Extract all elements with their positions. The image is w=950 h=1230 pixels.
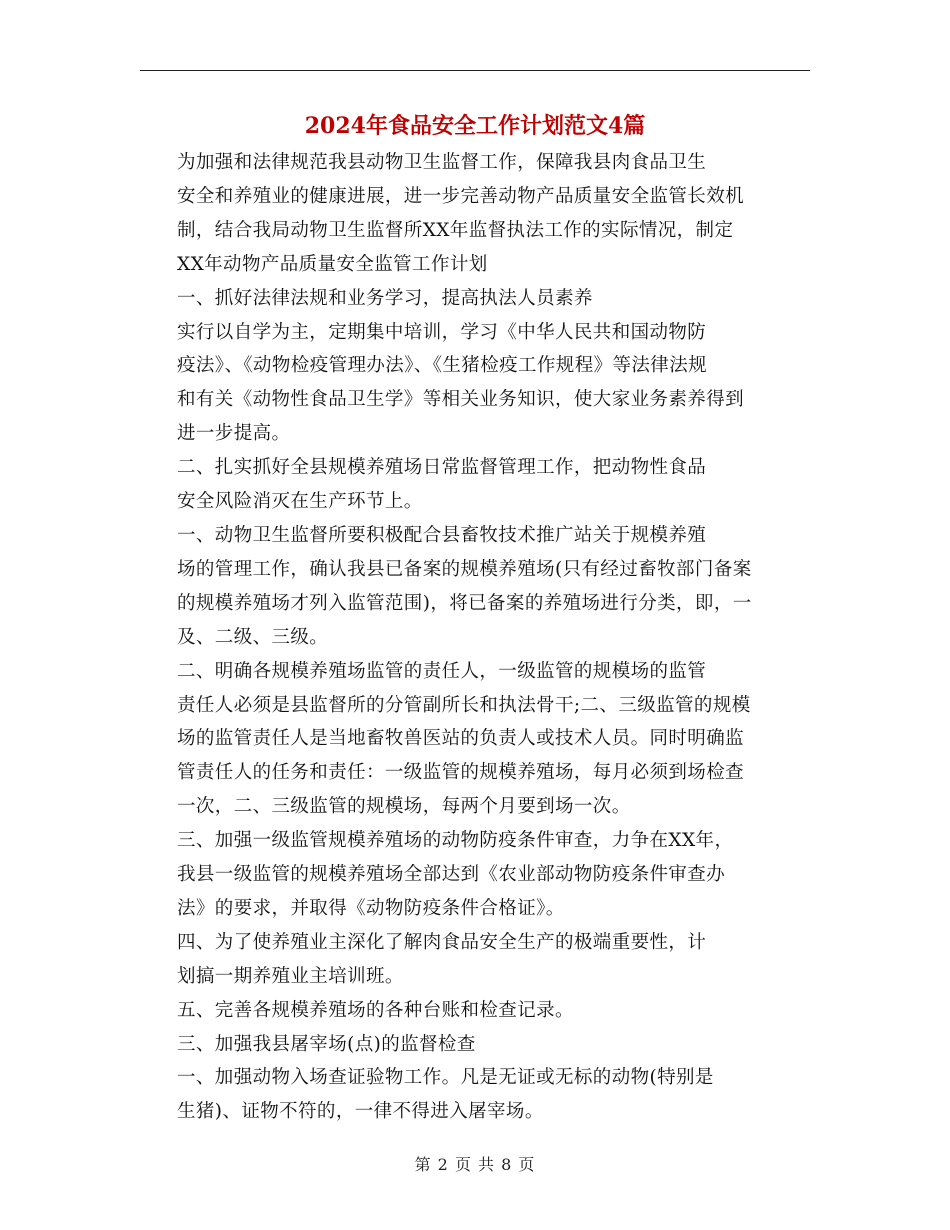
paragraph [140, 146, 810, 282]
paragraph-line: 我县一级监管的规模养殖场全部达到《农业部动物防疫条件审查办 [177, 864, 726, 886]
paragraph-line: 一、加强动物入场查证验物工作。凡是无证或无标的动物(特别是 [177, 1067, 714, 1089]
paragraph-line: 一、抓好法律法规和业务学习，提高执法人员素养 [177, 287, 593, 309]
paragraph-line: 二、扎实抓好全县规模养殖场日常监督管理工作，把动物性食品 [177, 457, 707, 479]
page-footer: 第 2 页 共 8 页 [414, 1155, 536, 1174]
paragraph-line: 三、加强一级监管规模养殖场的动物防疫条件审查，力争在XX年， [177, 830, 734, 852]
paragraph-line: 责任人必须是县监督所的分管副所长和执法骨干;二、三级监管的规模 [177, 694, 751, 716]
paragraph-line: 划搞一期养殖业主培训班。 [177, 965, 404, 987]
paragraph-line: 法》的要求，并取得《动物防疫条件合格证》。 [177, 897, 565, 919]
paragraph [140, 316, 810, 452]
paragraph [140, 824, 810, 926]
paragraph [140, 282, 810, 316]
paragraph-line: 为加强和法律规范我县动物卫生监督工作，保障我县肉食品卫生 [177, 152, 707, 173]
header-rule [140, 70, 810, 71]
paragraph-line: 生猪)、证物不符的，一律不得进入屠宰场。 [177, 1101, 544, 1123]
paragraph-line: 二、明确各规模养殖场监管的责任人，一级监管的规模场的监管 [177, 660, 707, 682]
paragraph-line: 四、为了使养殖业主深化了解肉食品安全生产的极端重要性，计 [177, 931, 707, 953]
paragraph-line: 疫法》、《动物检疫管理办法》、《生猪检疫工作规程》等法律法规 [177, 355, 708, 377]
paragraph [140, 519, 810, 655]
paragraph [140, 994, 810, 1028]
paragraph [140, 926, 810, 994]
paragraph-line: 安全风险消灭在生产环节上。 [177, 491, 423, 513]
paragraph-line: 三、加强我县屠宰场(点)的监督检查 [177, 1033, 476, 1055]
paragraph-line: 进一步提高。 [177, 423, 291, 445]
paragraph [140, 1061, 810, 1129]
paragraph-line: XX年动物产品质量安全监管工作计划 [177, 253, 488, 275]
paragraph-line: 和有关《动物性食品卫生学》等相关业务知识，使大家业务素养得到 [177, 389, 745, 411]
paragraph-line: 一次，二、三级监管的规模场，每两个月要到场一次。 [177, 796, 631, 818]
paragraph-line: 场的监管责任人是当地畜牧兽医站的负责人或技术人员。同时明确监 [177, 728, 745, 750]
paragraph [140, 451, 810, 519]
paragraph-line: 的规模养殖场才列入监管范围)，将已备案的养殖场进行分类，即，一 [177, 592, 752, 614]
document-title: 2024年食品安全工作计划范文4篇 [304, 113, 646, 139]
document-body [140, 146, 810, 1129]
paragraph-line: 实行以自学为主，定期集中培训，学习《中华人民共和国动物防 [177, 321, 707, 343]
paragraph [140, 655, 810, 825]
paragraph [140, 1028, 810, 1062]
paragraph-line: 管责任人的任务和责任：一级监管的规模养殖场，每月必须到场检查 [177, 762, 745, 784]
paragraph-line: 制，结合我局动物卫生监督所XX年监督执法工作的实际情况，制定 [177, 219, 734, 241]
paragraph-line: 安全和养殖业的健康进展，进一步完善动物产品质量安全监管长效机 [177, 185, 745, 207]
paragraph-line: 五、完善各规模养殖场的各种台账和检查记录。 [177, 999, 574, 1021]
paragraph-line: 场的管理工作，确认我县已备案的规模养殖场(只有经过畜牧部门备案 [177, 558, 752, 580]
paragraph-line: 及、二级、三级。 [177, 626, 329, 648]
paragraph-line: 一、动物卫生监督所要积极配合县畜牧技术推广站关于规模养殖 [177, 524, 707, 546]
